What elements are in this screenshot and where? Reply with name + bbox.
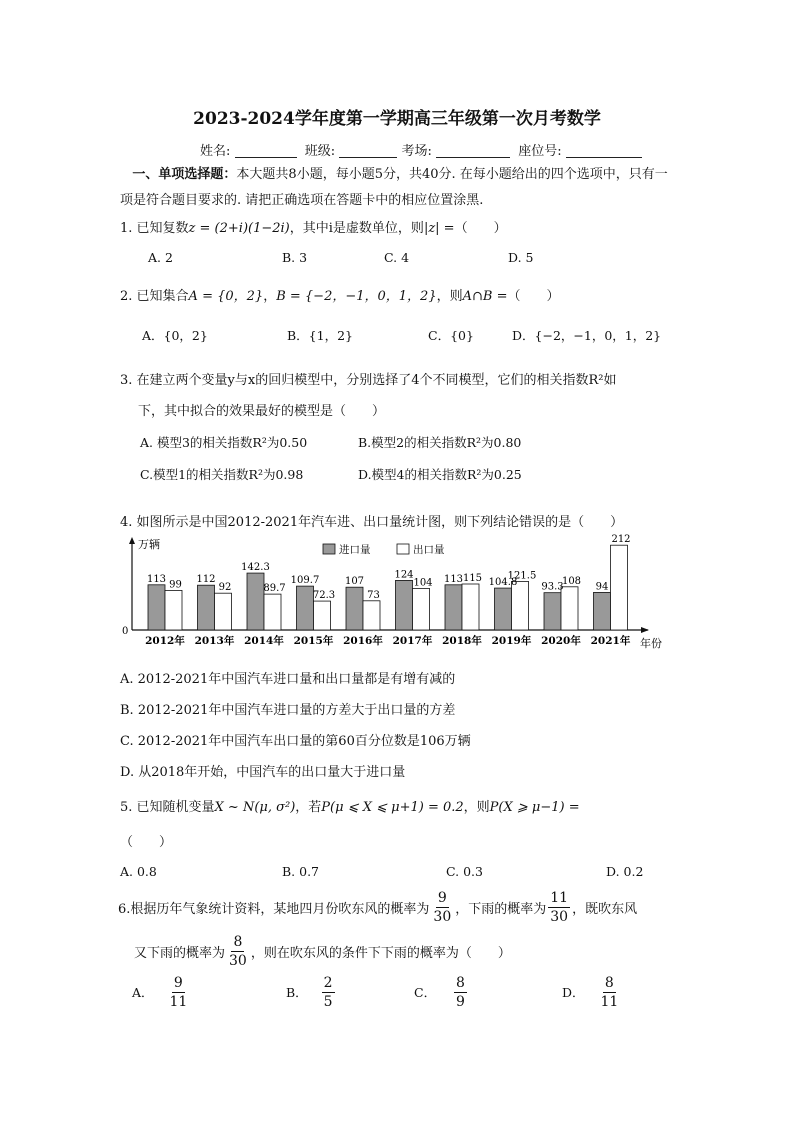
seat-label: 座位号:: [518, 144, 562, 159]
q6-option-a-fraction: [167, 974, 189, 1011]
data-label-export: 92: [218, 582, 232, 594]
q5-option-d[interactable]: D. 0.2: [606, 864, 644, 879]
x-tick-label: 2016年: [343, 635, 383, 647]
section-text: 本大题共8小题，每小题5分，共40分. 在每小题给出的四个选项中，只有一项是符合题目要求的. 请把正确选项在答题卡中的相应位置涂黑.: [120, 167, 668, 208]
q6-text-3: ，既吹东风: [572, 901, 638, 917]
q6-text-2: ，下雨的概率为: [455, 901, 547, 917]
q6-option-a[interactable]: [132, 972, 191, 1012]
q1-paren: （ ）: [454, 221, 507, 236]
question-3-line2: 下，其中拟合的效果最好的模型是（ ）: [138, 404, 386, 419]
q1-abs: |z| =: [423, 221, 455, 236]
bar-import: [495, 588, 512, 630]
question-6-line2: [134, 932, 511, 970]
q4-option-a[interactable]: A. 2012-2021年中国汽车进口量和出口量都是有增有减的: [120, 672, 456, 687]
q5-then: ，则: [463, 800, 490, 815]
bar-import: [445, 585, 462, 630]
q5-condition: P(μ ⩽ X ⩽ μ+1) = 0.2: [321, 800, 464, 815]
bar-import: [396, 580, 413, 630]
q6-fraction-east-wind: [431, 889, 453, 926]
q2-option-d[interactable]: D．{−2，−1，0，1，2}: [512, 328, 662, 343]
legend-swatch-export: [397, 544, 409, 554]
q6-a-den: 11: [169, 993, 188, 1010]
q6-text-5: ，则在吹东风的条件下下雨的概率为（ ）: [250, 945, 511, 961]
question-3-line1: 3. 在建立两个变量y与x的回归模型中，分别选择了4个不同模型，它们的相关指数R²如: [120, 373, 617, 388]
q6-option-c-fraction: [454, 974, 467, 1011]
bar-export: [462, 584, 479, 630]
data-label-import: 124: [394, 569, 414, 581]
q5-ask: P(X ⩾ μ−1) =: [489, 800, 580, 815]
data-label-import: 104.8: [488, 577, 518, 589]
x-axis-arrow: [641, 627, 649, 633]
x-tick-label: 2018年: [442, 635, 482, 647]
q1-middle: ，其中i是虚数单位，则: [289, 221, 424, 236]
x-tick-label: 2020年: [541, 635, 581, 647]
q2-prefix: 2. 已知集合: [120, 289, 189, 304]
seat-blank: [566, 145, 642, 158]
y-axis-arrow: [129, 537, 135, 544]
bar-import: [297, 586, 314, 630]
bar-import: [594, 592, 611, 630]
q6-fraction-both: [227, 933, 249, 970]
x-tick-label: 2015年: [293, 635, 334, 647]
x-tick-label: 2017年: [392, 635, 433, 647]
bar-export: [363, 601, 380, 630]
data-label-import: 107: [344, 576, 365, 588]
q6-option-d-fraction: [598, 974, 620, 1011]
student-info-line: [200, 140, 642, 159]
q2-option-a[interactable]: A．{0，2}: [142, 328, 208, 343]
q2-option-c[interactable]: C．{0}: [428, 328, 474, 343]
data-label-import: 109.7: [290, 575, 320, 587]
q6-c-den: 9: [455, 993, 465, 1010]
bar-export: [611, 545, 628, 630]
name-blank: [235, 145, 297, 158]
q6-option-b-fraction: [322, 974, 335, 1011]
q2-option-b[interactable]: B．{1，2}: [287, 328, 353, 343]
data-label-export: 121.5: [507, 570, 537, 582]
q2-sep: ，: [263, 289, 277, 304]
bar-import: [346, 587, 363, 630]
q1-option-b[interactable]: B. 3: [282, 250, 308, 265]
q2-set-a: A = {0，2}: [188, 289, 264, 304]
class-label: 班级:: [304, 144, 336, 159]
q3-option-b[interactable]: B.模型2的相关指数R²为0.80: [358, 435, 522, 450]
origin-label: 0: [122, 626, 129, 637]
bar-import: [148, 585, 165, 630]
legend-label-export: 出口量: [413, 544, 445, 556]
x-tick-label: 2014年: [244, 635, 284, 647]
q6-option-d-label: D．: [562, 985, 585, 1000]
data-label-import: 112: [196, 574, 216, 586]
q2-expr: A∩B =: [462, 289, 508, 304]
q6-option-c-label: C．: [414, 985, 437, 1000]
data-label-import: 142.3: [241, 562, 270, 574]
q6-option-b[interactable]: [286, 972, 337, 1012]
bar-import: [198, 585, 215, 630]
question-6-line1: [118, 888, 637, 926]
q4-option-d[interactable]: D. 从2018年开始，中国汽车的出口量大于进口量: [120, 765, 406, 780]
q1-option-d[interactable]: D. 5: [508, 250, 534, 265]
question-5-stem: [120, 796, 580, 815]
q6-c-num: 8: [455, 974, 465, 991]
q1-prefix: 1. 已知复数: [120, 221, 189, 236]
bar-import: [247, 573, 264, 630]
q1-option-c[interactable]: C. 4: [384, 250, 410, 265]
data-label-export: 212: [611, 534, 631, 546]
q6-b-den: 5: [323, 993, 333, 1010]
q1-formula: z = (2+i)(1−2i): [188, 221, 290, 236]
x-tick-label: 2021年: [590, 635, 631, 647]
data-label-export: 99: [169, 579, 182, 591]
data-label-import: 94: [595, 581, 609, 593]
q6-option-a-label: A．: [132, 985, 154, 1000]
legend-label-import: 进口量: [339, 544, 371, 556]
bar-import: [544, 593, 561, 630]
x-tick-label: 2013年: [194, 635, 235, 647]
section-instructions: [120, 162, 680, 214]
q1-option-a[interactable]: A. 2: [148, 250, 173, 265]
q4-option-c[interactable]: C. 2012-2021年中国汽车出口量的第60百分位数是106万辆: [120, 734, 471, 749]
q2-paren: （ ）: [507, 289, 560, 304]
question-2-stem: [120, 285, 560, 304]
data-label-import: 113: [443, 573, 464, 585]
q2-middle: ，则: [436, 289, 463, 304]
q5-option-b[interactable]: B. 0.7: [282, 864, 320, 879]
bar-export: [264, 594, 281, 630]
bar-export: [314, 601, 331, 630]
q3-option-d[interactable]: D.模型4的相关指数R²为0.25: [358, 467, 522, 482]
room-blank: [436, 145, 510, 158]
q6-f1-num: 9: [437, 889, 447, 906]
data-label-export: 115: [462, 573, 483, 584]
legend-swatch-import: [323, 544, 335, 554]
q6-d-den: 11: [600, 993, 619, 1010]
bar-export: [165, 590, 182, 630]
q4-option-b[interactable]: B. 2012-2021年中国汽车进口量的方差大于出口量的方差: [120, 703, 456, 718]
data-label-import: 113: [146, 573, 167, 585]
q6-f3-den: 30: [229, 952, 247, 969]
q6-b-num: 2: [323, 974, 333, 991]
data-label-export: 89.7: [263, 583, 286, 595]
x-tick-label: 2019年: [491, 635, 532, 647]
q5-option-a[interactable]: A. 0.8: [120, 864, 157, 879]
q6-a-num: 9: [173, 974, 183, 991]
q5-middle: ，若: [295, 800, 322, 815]
q6-f2-den: 30: [550, 908, 569, 925]
q5-paren: （ ）: [120, 835, 173, 850]
data-label-import: 93.3: [541, 581, 564, 593]
section-heading: 一、单项选择题：: [132, 167, 237, 182]
y-axis-label: 万辆: [138, 538, 160, 551]
q6-f3-num: 8: [233, 933, 243, 950]
bar-export: [413, 588, 430, 630]
q5-prefix: 5. 已知随机变量: [120, 800, 215, 815]
q2-set-b: B = {−2，−1，0，1，2}: [276, 289, 437, 304]
import-export-bar-chart: [118, 534, 678, 658]
q6-f1-den: 30: [433, 908, 452, 925]
bar-export: [561, 587, 578, 630]
question-1-stem: [120, 217, 507, 236]
exam-title: 2023-2024学年度第一学期高三年级第一次月考数学: [193, 109, 601, 129]
q6-option-d[interactable]: [562, 972, 622, 1012]
q6-f2-num: 11: [550, 889, 569, 906]
q6-option-c[interactable]: [414, 972, 469, 1012]
q6-text-1: 6.根据历年气象统计资料，某地四月份吹东风的概率为: [118, 901, 430, 917]
q6-option-b-label: B．: [286, 985, 308, 1000]
bar-export: [215, 593, 232, 630]
data-label-export: 72.3: [312, 590, 336, 602]
q5-distribution: X ~ N(μ, σ²): [214, 800, 296, 815]
name-label: 姓名:: [200, 144, 231, 159]
x-tick-label: 2012年: [145, 635, 185, 647]
question-4-stem: 4. 如图所示是中国2012-2021年汽车进、出口量统计图，则下列结论错误的是（ ）: [120, 515, 624, 530]
q3-option-a[interactable]: A. 模型3的相关指数R²为0.50: [140, 435, 308, 450]
x-axis-label: 年份: [640, 637, 662, 650]
q3-option-c[interactable]: C.模型1的相关指数R²为0.98: [140, 467, 304, 482]
q5-option-c[interactable]: C. 0.3: [446, 864, 483, 879]
data-label-export: 104: [413, 577, 433, 589]
q6-text-4: 又下雨的概率为: [134, 945, 226, 961]
bar-export: [512, 581, 529, 630]
q6-d-num: 8: [604, 974, 614, 991]
class-blank: [339, 145, 397, 158]
q6-fraction-rain: [548, 889, 570, 926]
data-label-export: 108: [561, 575, 582, 587]
room-label: 考场:: [401, 144, 432, 159]
data-label-export: 73: [367, 589, 380, 601]
